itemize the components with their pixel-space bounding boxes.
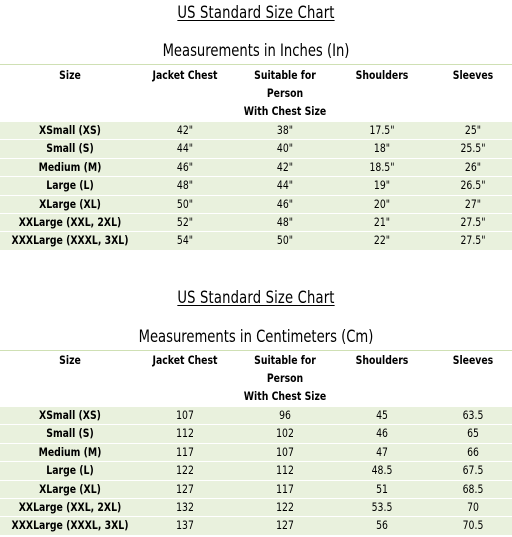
col-header-suitable-line2: Person bbox=[266, 371, 304, 385]
col-header-sleeves: Sleeves bbox=[452, 353, 494, 367]
table-row bbox=[0, 176, 512, 194]
shoulders-cell: 47 bbox=[376, 444, 388, 459]
table-body bbox=[0, 406, 512, 535]
shoulders-cell: 53.5 bbox=[371, 499, 393, 514]
shoulders-cell: 18.5" bbox=[369, 159, 395, 174]
table-row bbox=[0, 443, 512, 461]
chart-title: US Standard Size Chart bbox=[177, 3, 335, 23]
table-row bbox=[0, 195, 512, 213]
suitable-cell: 44" bbox=[276, 178, 294, 193]
col-header-size: Size bbox=[59, 68, 81, 82]
sleeves-cell: 27.5" bbox=[460, 214, 486, 229]
chest-cell: 117 bbox=[176, 444, 194, 459]
chest-cell: 52" bbox=[176, 214, 194, 229]
col-header-chest: Jacket Chest bbox=[152, 353, 218, 367]
chart-subtitle: Measurements in Inches (In) bbox=[162, 41, 350, 61]
suitable-cell: 46" bbox=[276, 196, 294, 211]
col-header-size: Size bbox=[59, 353, 81, 367]
sleeves-cell: 27.5" bbox=[460, 233, 486, 248]
table-row bbox=[0, 461, 512, 479]
size-cell: Medium (M) bbox=[38, 444, 102, 459]
table-row bbox=[0, 406, 512, 424]
suitable-cell: 112 bbox=[276, 463, 294, 478]
size-cell: Small (S) bbox=[46, 141, 94, 156]
sleeves-cell: 70.5 bbox=[462, 518, 484, 533]
table-row bbox=[0, 498, 512, 516]
sleeves-cell: 68.5 bbox=[462, 481, 484, 496]
chest-cell: 122 bbox=[176, 463, 194, 478]
sleeves-cell: 25.5" bbox=[460, 141, 486, 156]
table-row bbox=[0, 231, 512, 249]
shoulders-cell: 18" bbox=[373, 141, 391, 156]
shoulders-cell: 51 bbox=[376, 481, 388, 496]
size-cell: XLarge (XL) bbox=[39, 196, 101, 211]
table-row bbox=[0, 158, 512, 176]
chest-cell: 54" bbox=[176, 233, 194, 248]
col-header-chest: Jacket Chest bbox=[152, 68, 218, 82]
suitable-cell: 50" bbox=[276, 233, 294, 248]
suitable-cell: 107 bbox=[276, 444, 294, 459]
size-cell: XXXLarge (XXXL, 3XL) bbox=[11, 518, 129, 533]
table-row bbox=[0, 480, 512, 498]
shoulders-cell: 20" bbox=[373, 196, 391, 211]
col-header-suitable-line3: With Chest Size bbox=[243, 389, 327, 403]
chest-cell: 48" bbox=[176, 178, 194, 193]
chest-cell: 137 bbox=[176, 518, 194, 533]
col-header-suitable bbox=[231, 66, 339, 120]
suitable-cell: 40" bbox=[276, 141, 294, 156]
size-cell: XSmall (XS) bbox=[39, 408, 101, 422]
col-header-suitable-line1: Suitable for bbox=[254, 68, 316, 82]
suitable-cell: 122 bbox=[276, 499, 294, 514]
chest-cell: 127 bbox=[176, 481, 194, 496]
col-header-shoulders: Shoulders bbox=[355, 68, 409, 82]
chest-cell: 42" bbox=[176, 123, 194, 137]
chest-cell: 44" bbox=[176, 141, 194, 156]
size-cell: Large (L) bbox=[46, 178, 94, 193]
sleeves-cell: 67.5 bbox=[462, 463, 484, 478]
size-cell: XSmall (XS) bbox=[39, 123, 101, 137]
sleeves-cell: 26" bbox=[464, 159, 482, 174]
size-cell: Small (S) bbox=[46, 426, 94, 441]
shoulders-cell: 17.5" bbox=[369, 123, 395, 137]
table-row bbox=[0, 213, 512, 231]
shoulders-cell: 22" bbox=[373, 233, 391, 248]
col-header-suitable-line1: Suitable for bbox=[254, 353, 316, 367]
shoulders-cell: 19" bbox=[373, 178, 391, 193]
size-cell: XXLarge (XXL, 2XL) bbox=[18, 499, 122, 514]
suitable-cell: 48" bbox=[276, 214, 294, 229]
col-header-suitable bbox=[231, 351, 339, 405]
col-header-sleeves: Sleeves bbox=[452, 68, 494, 82]
shoulders-cell: 56 bbox=[376, 518, 388, 533]
suitable-cell: 38" bbox=[276, 123, 294, 137]
suitable-cell: 127 bbox=[276, 518, 294, 533]
size-cell: XLarge (XL) bbox=[39, 481, 101, 496]
suitable-cell: 117 bbox=[276, 481, 294, 496]
col-header-suitable-line2: Person bbox=[266, 86, 304, 100]
shoulders-cell: 45 bbox=[376, 408, 388, 422]
size-cell: XXLarge (XXL, 2XL) bbox=[18, 214, 122, 229]
chest-cell: 112 bbox=[176, 426, 194, 441]
shoulders-cell: 21" bbox=[373, 214, 391, 229]
sleeves-cell: 65 bbox=[467, 426, 479, 441]
col-header-shoulders: Shoulders bbox=[355, 353, 409, 367]
chart-subtitle: Measurements in Centimeters (Cm) bbox=[138, 327, 374, 347]
size-cell: Large (L) bbox=[46, 463, 94, 478]
table-row bbox=[0, 424, 512, 442]
header-rule bbox=[0, 64, 512, 65]
sleeves-cell: 25" bbox=[464, 123, 482, 137]
sleeves-cell: 63.5 bbox=[462, 408, 484, 422]
col-header-suitable-line3: With Chest Size bbox=[243, 104, 327, 118]
table-row bbox=[0, 516, 512, 534]
table-row bbox=[0, 139, 512, 157]
chart-title: US Standard Size Chart bbox=[177, 288, 335, 308]
size-cell: XXXLarge (XXXL, 3XL) bbox=[11, 233, 129, 248]
suitable-cell: 42" bbox=[276, 159, 294, 174]
sleeves-cell: 26.5" bbox=[460, 178, 486, 193]
shoulders-cell: 48.5 bbox=[371, 463, 393, 478]
chest-cell: 50" bbox=[176, 196, 194, 211]
suitable-cell: 102 bbox=[276, 426, 294, 441]
shoulders-cell: 46 bbox=[376, 426, 388, 441]
size-cell: Medium (M) bbox=[38, 159, 102, 174]
sleeves-cell: 66 bbox=[467, 444, 479, 459]
sleeves-cell: 27" bbox=[464, 196, 482, 211]
sleeves-cell: 70 bbox=[467, 499, 479, 514]
table-body bbox=[0, 121, 512, 250]
table-row bbox=[0, 121, 512, 139]
chest-cell: 46" bbox=[176, 159, 194, 174]
suitable-cell: 96 bbox=[279, 408, 291, 422]
chest-cell: 132 bbox=[176, 499, 194, 514]
chest-cell: 107 bbox=[176, 408, 194, 422]
